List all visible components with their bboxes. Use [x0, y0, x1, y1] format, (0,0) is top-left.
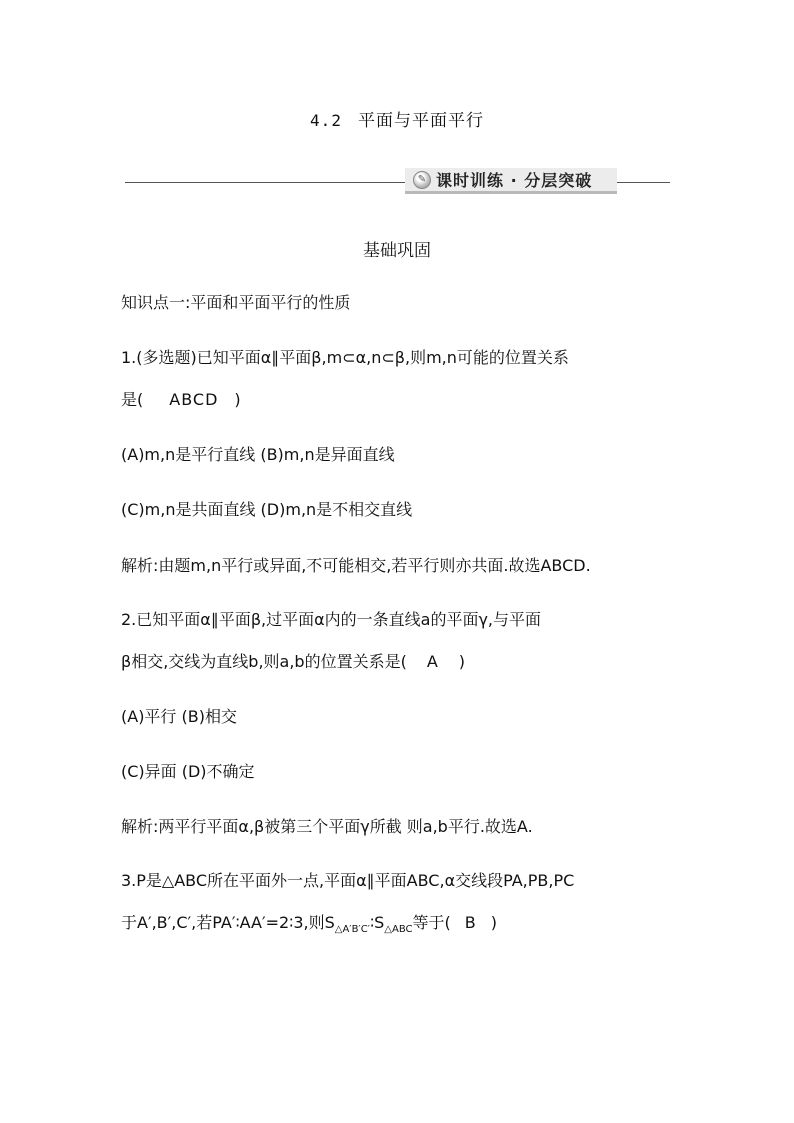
q1-stem-suffix: ): [234, 390, 241, 409]
section-number: 4.2: [310, 111, 342, 130]
q2-options-line2: (C)异面 (D)不确定: [121, 762, 255, 781]
q2-stem-line1: 2.已知平面α∥平面β,过平面α内的一条直线a的平面γ,与平面: [121, 610, 542, 629]
q1-options-line2: (C)m,n是共面直线 (D)m,n是不相交直线: [121, 500, 413, 519]
q3-subscript-1: △A′B′C′: [334, 924, 370, 935]
q2-stem-line2: [121, 651, 465, 673]
q2-analysis: 解析:两平行平面α,β被第三个平面γ所截 则a,b平行.故选A.: [121, 817, 533, 836]
q2-stem-prefix: β相交,交线为直线b,则a,b的位置关系是(: [121, 652, 407, 671]
banner: [125, 168, 670, 200]
q3-subscript-2: △ABC: [384, 924, 413, 935]
banner-label: 课时训练 · 分层突破: [436, 171, 593, 190]
q3-stem-line2: [121, 912, 497, 941]
banner-tab: [405, 168, 617, 194]
q1-options-line1: (A)m,n是平行直线 (B)m,n是异面直线: [121, 445, 395, 464]
q2-options-line1: (A)平行 (B)相交: [121, 707, 237, 726]
q3-stem-mid: 等于(: [412, 913, 451, 932]
q2-answer: A: [426, 652, 439, 671]
section-title: 平面与平面平行: [357, 111, 484, 131]
q3-stem-prefix: 于A′,B′,C′,若PA′∶AA′=2∶3,则S: [121, 913, 335, 932]
q1-analysis: 解析:由题m,n平行或异面,不可能相交,若平行则亦共面.故选ABCD.: [121, 556, 591, 575]
q1-stem-prefix: 是(: [121, 390, 144, 409]
section-heading: 基础巩固: [363, 241, 431, 261]
pencil-badge-icon: ✎: [413, 171, 431, 189]
q2-stem-suffix: ): [458, 652, 466, 671]
knowledge-point: 知识点一:平面和平面平行的性质: [121, 293, 351, 312]
q3-stem-line1: 3.P是△ABC所在平面外一点,平面α∥平面ABC,α交线段PA,PB,PC: [121, 871, 575, 890]
q1-stem-line2: [121, 389, 241, 411]
q3-stem-suffix: ): [490, 913, 497, 932]
q3-answer: B: [464, 913, 477, 932]
page-title: [0, 106, 794, 131]
q3-colon: ∶S: [369, 913, 385, 932]
q1-stem-line1: 1.(多选题)已知平面α∥平面β,m⊂α,n⊂β,则m,n可能的位置关系: [121, 348, 569, 367]
q1-answer: ABCD: [169, 390, 219, 409]
